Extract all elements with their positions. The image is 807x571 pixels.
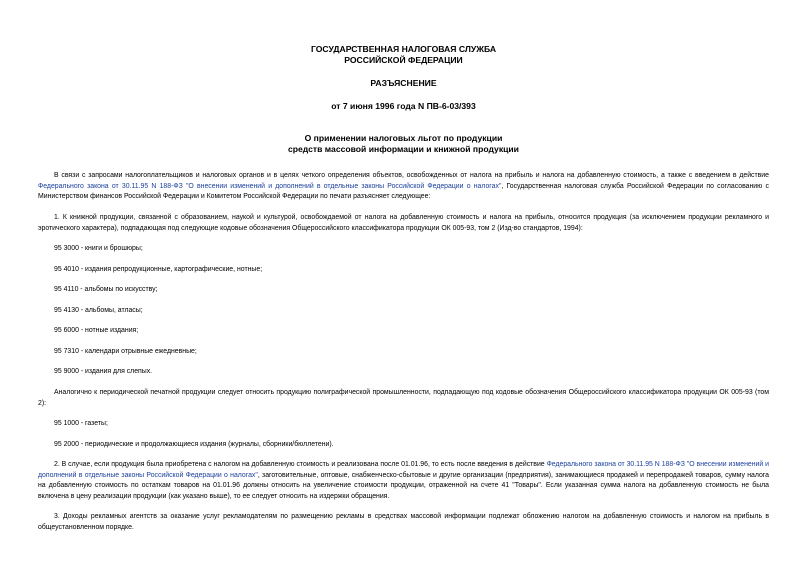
agency-line-1: ГОСУДАРСТВЕННАЯ НАЛОГОВАЯ СЛУЖБА [310,44,497,54]
code-item: 95 6000 - нотные издания; [54,327,139,334]
paragraph-periodic: Аналогично к периодической печатной продукции следует относить продукцию полиграфической промышленности, подпадающую под кодовые обозначения Общероссийского классификатора продукции ОК 005-93 (том 2): [38,389,769,407]
code-item: 95 1000 - газеты; [54,420,108,427]
doc-title [38,133,769,155]
para2-text-post: , заготовительные, оптовые, снабженческо-сбытовые и другие организации (предприятия), занимающиеся продажей и перепродажей товаров, сумму налога на добавленную стоимость по остаткам товаров на 01.01.96 должны относить на увеличение стоимости продукции, отраженной на счете 41 "Товары". Если указанная сумма налога на добавленную стоимость не была включена в цену реализации продукции (как указано выше), то ее следует относить на издержки обращения. [38,471,769,500]
doc-date-number: от 7 июня 1996 года N ПВ-6-03/393 [331,101,476,111]
code-item: 95 4010 - издания репродукционные, картографические, нотные; [54,266,263,273]
paragraph-2 [38,460,769,502]
code-item: 95 2000 - периодические и продолжающиеся издания (журналы, сборники/бюллетени). [54,441,334,448]
code-item: 95 4130 - альбомы, атласы; [54,307,143,314]
doc-type: РАЗЪЯСНЕНИЕ [370,78,437,88]
title-line-2: средств массовой информации и книжной продукции [288,144,519,154]
paragraph-3: 3. Доходы рекламных агентств за оказание услуг рекламодателям по размещению рекламы в средствах массовой информации подлежат обложению налогом на добавленную стоимость и налогом на прибыль в общеустановленном порядке. [38,513,769,531]
para2-text-pre: 2. В случае, если продукция была приобретена с налогом на добавленную стоимость и реализована после 01.01.96, то есть после введения в действие [54,461,547,468]
agency-line-2: РОССИЙСКОЙ ФЕДЕРАЦИИ [344,55,463,65]
code-item: 95 7310 - календари отрывные ежедневные; [54,348,197,355]
code-item: 95 9000 - издания для слепых. [54,368,153,375]
code-item: 95 3000 - книги и брошюры; [54,245,143,252]
intro-text-pre: В связи с запросами налогоплательщиков и налоговых органов и в целях четкого определения объектов, освобожденных от налога на прибыль и налога на добавленную стоимость, а также с введением в действие [54,172,769,179]
federal-law-link[interactable]: Федерального закона от 30.11.95 N 188-ФЗ "О внесении изменений и дополнений в отдельные законы Российской Федерации о налогах" [38,182,502,190]
federal-law-link[interactable]: Федерального закона от 30.11.95 N 188-ФЗ "О внесении изменений и дополнений в отдельные законы Российской Федерации о налогах" [38,461,770,479]
intro-text-post: , Государственная налоговая служба Российской Федерации по согласованию с Министерством финансов Российской Федерации и Комитетом Российской Федерации по печати разъясняет следующее: [38,182,769,201]
code-item: 95 4110 - альбомы по искусству; [54,286,158,293]
intro-paragraph [38,171,769,203]
title-line-1: О применении налоговых льгот по продукции [304,133,503,143]
paragraph-1: 1. К книжной продукции, связанной с образованием, наукой и культурой, освобождаемой от налога на добавленную стоимость и налога на прибыль, относится продукция (за исключением продукции рекламного и эротического характера), подпадающая под следующие кодовые обозначения Общероссийского классификатора продукции ОК 005-93, том 2 (Изд-во стандартов, 1994): [38,214,769,232]
agency-header [38,44,769,66]
